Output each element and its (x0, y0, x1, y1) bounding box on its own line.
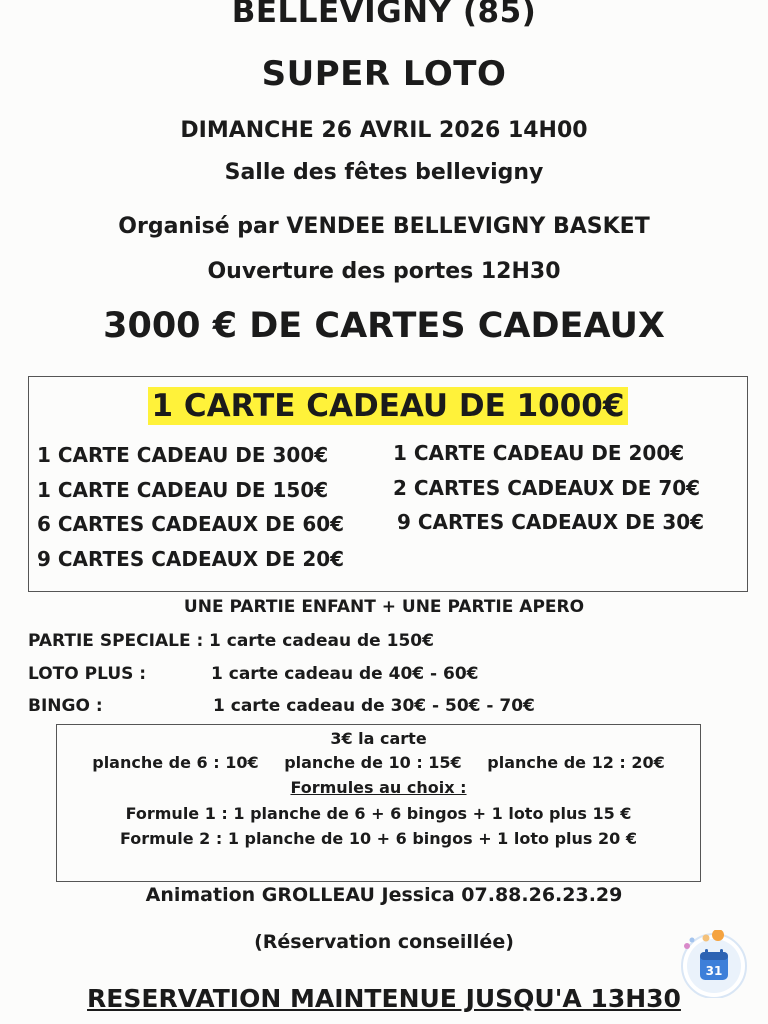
calendar-day: 31 (705, 964, 723, 978)
card-price: 3€ la carte (330, 729, 427, 748)
formulas-title: Formules au choix : (290, 778, 467, 797)
calendar-icon (680, 930, 748, 998)
formula-1: Formule 1 : 1 planche de 6 + 6 bingos + 1 loto plus 15 € (125, 804, 632, 823)
city-heading: BELLEVIGNY (85) (231, 0, 537, 30)
prize-item: 1 CARTE CADEAU DE 200€ (393, 441, 685, 465)
planche-price: planche de 10 : 15€ (284, 753, 462, 772)
formula-2: Formule 2 : 1 planche de 10 + 6 bingos + 1 loto plus 20 € (120, 829, 637, 848)
main-prize (29, 387, 747, 425)
total-prizes: 3000 € DE CARTES CADEAUX (103, 306, 665, 346)
animation-contact: Animation GROLLEAU Jessica 07.88.26.23.29 (145, 884, 623, 906)
loto-plus-row (28, 664, 748, 688)
planche-prices (57, 753, 700, 772)
prize-box (28, 376, 748, 592)
event-date: DIMANCHE 26 AVRIL 2026 14H00 (180, 118, 588, 143)
prize-item: 9 CARTES CADEAUX DE 30€ (397, 510, 705, 534)
special-game-row (28, 631, 748, 655)
loto-plus-prize: 1 carte cadeau de 40€ - 60€ (211, 664, 479, 684)
prize-item: 1 CARTE CADEAU DE 300€ (37, 443, 329, 467)
doors-opening: Ouverture des portes 12H30 (207, 259, 561, 284)
prize-item: 1 CARTE CADEAU DE 150€ (37, 478, 329, 502)
reservation-note: (Réservation conseillée) (254, 931, 514, 953)
prize-item: 6 CARTES CADEAUX DE 60€ (37, 512, 345, 536)
event-organizer: Organisé par VENDEE BELLEVIGNY BASKET (118, 214, 650, 239)
prize-item: 2 CARTES CADEAUX DE 70€ (393, 476, 701, 500)
planche-price: planche de 6 : 10€ (92, 753, 259, 772)
prize-item: 9 CARTES CADEAUX DE 20€ (37, 547, 345, 571)
planche-price: planche de 12 : 20€ (487, 753, 665, 772)
pricing-box (56, 724, 701, 882)
reservation-deadline: RESERVATION MAINTENUE JUSQU'A 13H30 (87, 984, 681, 1013)
special-game-prize: 1 carte cadeau de 150€ (209, 631, 434, 651)
bingo-row (28, 696, 748, 720)
loto-plus-label: LOTO PLUS : (28, 664, 147, 684)
game-parts: UNE PARTIE ENFANT + UNE PARTIE APERO (183, 597, 585, 617)
calendar-badge[interactable] (680, 930, 748, 998)
main-prize-label: 1 CARTE CADEAU DE 1000€ (148, 387, 629, 425)
event-venue: Salle des fêtes bellevigny (224, 160, 544, 185)
event-title: SUPER LOTO (261, 54, 507, 94)
bingo-label: BINGO : (28, 696, 103, 716)
bingo-prize: 1 carte cadeau de 30€ - 50€ - 70€ (213, 696, 535, 716)
special-game-label: PARTIE SPECIALE : (28, 631, 204, 651)
